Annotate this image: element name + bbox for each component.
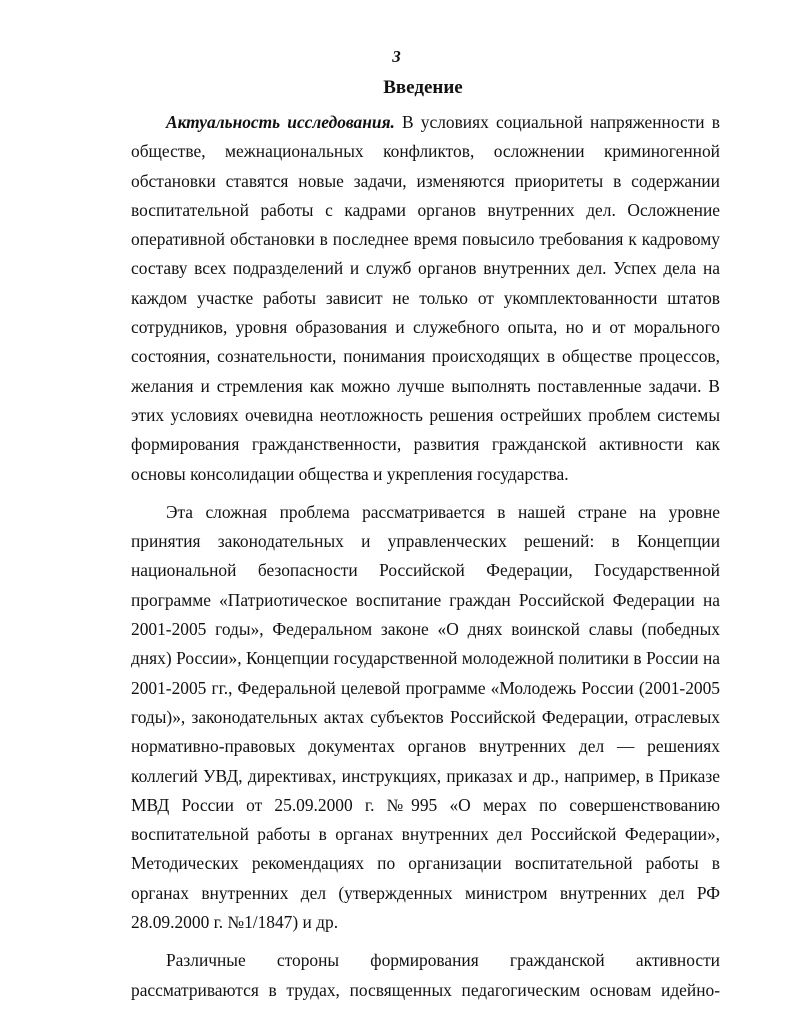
paragraph-lead-in: Актуальность исследования. [166, 112, 395, 132]
paragraph-works [131, 946, 720, 1005]
body-text [131, 108, 720, 1005]
section-title: Введение [383, 77, 463, 98]
paragraph-text: Различные стороны формирования гражданской активности рассматриваются в трудах, посвященных педагогическим основам идейно- [131, 950, 720, 1000]
paragraph-text: В условиях социальной напряженности в обществе, межнациональных конфликтов, осложнении криминогенной обстановки ставятся новые задачи, изменяются приоритеты в содержании воспитательной работы с кадрами органов внутренних дел. Осложнение оперативной обстановки в последнее время повысило требования к кадровому составу всех подразделений и служб органов внутренних дел. Успех дела на каждом участке работы зависит не только от укомплектованности штатов сотрудников, уровня образования и служебного опыта, но и от морального состояния, сознательности, понимания происходящих в обществе процессов, желания и стремления как можно лучше выполнять поставленные задачи. В этих условиях очевидна неотложность решения острейших проблем системы формирования гражданственности, развития гражданской активности как основы консолидации общества и укрепления государства. [131, 112, 720, 484]
page-number: 3 [392, 47, 401, 66]
paragraph-text: Эта сложная проблема рассматривается в нашей стране на уровне принятия законодательных и управленческих решений: в Концепции национальной безопасности Российской Федерации, Государственной программе «Патриотическое воспитание граждан Российской Федерации на 2001-2005 годы», Федеральном законе «О днях воинской славы (победных днях) России», Концепции государственной молодежной политики в России на 2001-2005 гг., Федеральной целевой программе «Молодежь России (2001-2005 годы)», законодательных актах субъектов Российской Федерации, отраслевых нормативно-правовых документах органов внутренних дел — решениях коллегий УВД, директивах, инструкциях, приказах и др., например, в Приказе МВД России от 25.09.2000 г. №995 «О мерах по совершенствованию воспитательной работы в органах внутренних дел Российской Федерации», Методических рекомендациях по организации воспитательной работы в органах внутренних дел (утвержденных министром внутренних дел РФ 28.09.2000 г. №1/1847) и др. [131, 501, 720, 933]
paragraph-legislation [131, 498, 720, 937]
paragraph-relevance [131, 108, 720, 489]
